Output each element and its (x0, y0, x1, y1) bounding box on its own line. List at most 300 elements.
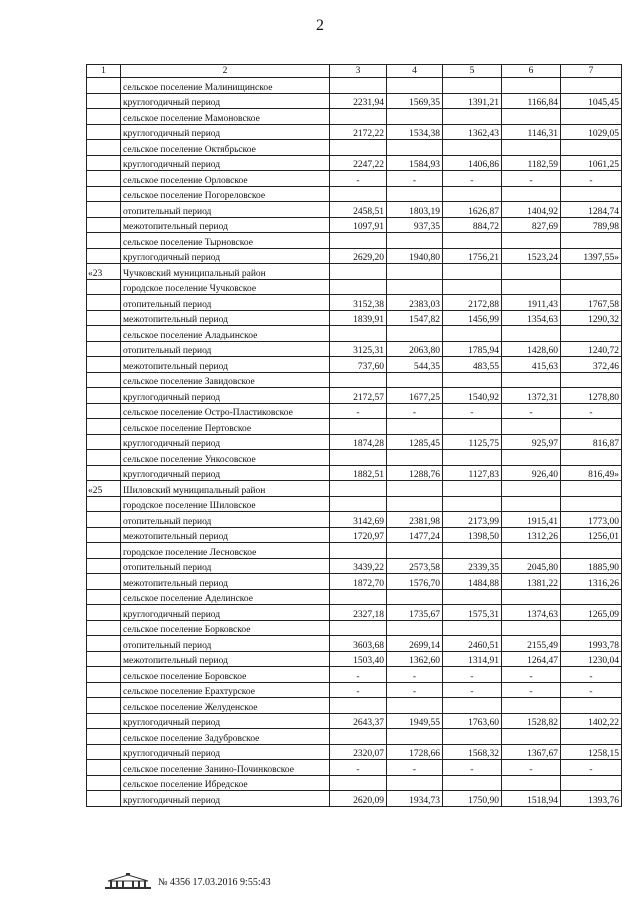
value-cell (330, 419, 387, 435)
value-cell: 1402,22 (561, 713, 622, 729)
table-row (87, 93, 622, 109)
row-number-cell (87, 620, 121, 636)
value-cell (502, 233, 561, 249)
value-cell (561, 543, 622, 559)
row-number-cell (87, 233, 121, 249)
value-cell: 483,55 (443, 357, 502, 373)
value-cell: 2172,88 (443, 295, 502, 311)
value-cell: 1949,55 (387, 713, 443, 729)
table-row (87, 357, 622, 373)
value-cell: 1934,73 (387, 791, 443, 807)
value-cell (387, 620, 443, 636)
value-cell: 3125,31 (330, 341, 387, 357)
row-number-cell: «23 (87, 264, 121, 280)
value-cell: 2231,94 (330, 93, 387, 109)
value-cell: 1540,92 (443, 388, 502, 404)
value-cell (561, 109, 622, 125)
value-cell (502, 279, 561, 295)
value-cell: 1767,58 (561, 295, 622, 311)
row-number-cell (87, 357, 121, 373)
row-number-cell (87, 450, 121, 466)
value-cell: 1773,00 (561, 512, 622, 528)
value-cell: 1547,82 (387, 310, 443, 326)
value-cell (443, 372, 502, 388)
row-number-cell (87, 248, 121, 264)
value-cell: 1278,80 (561, 388, 622, 404)
row-number-cell (87, 791, 121, 807)
row-label-cell: межотопительный период (121, 357, 330, 373)
table-row (87, 713, 622, 729)
value-cell (561, 620, 622, 636)
value-cell: 1284,74 (561, 202, 622, 218)
value-cell: 1406,86 (443, 155, 502, 171)
row-number-cell (87, 372, 121, 388)
value-cell: 1045,45 (561, 93, 622, 109)
value-cell: 1518,94 (502, 791, 561, 807)
row-number-cell (87, 124, 121, 140)
value-cell: - (443, 682, 502, 698)
value-cell: 1391,21 (443, 93, 502, 109)
value-cell (330, 326, 387, 342)
value-cell: 1735,67 (387, 605, 443, 621)
row-number-cell (87, 512, 121, 528)
value-cell (502, 496, 561, 512)
value-cell: 2460,51 (443, 636, 502, 652)
table-row (87, 682, 622, 698)
value-cell: 1397,55» (561, 248, 622, 264)
value-cell: - (387, 171, 443, 187)
row-number-cell (87, 713, 121, 729)
value-cell: 1756,21 (443, 248, 502, 264)
row-label-cell: сельское поселение Желуденское (121, 698, 330, 714)
value-cell: 1568,32 (443, 744, 502, 760)
value-cell: 1146,31 (502, 124, 561, 140)
value-cell (561, 729, 622, 745)
value-cell (330, 372, 387, 388)
value-cell (330, 481, 387, 497)
settlement-row (87, 109, 622, 125)
value-cell (387, 496, 443, 512)
value-cell (330, 543, 387, 559)
settlement-row (87, 620, 622, 636)
row-number-cell (87, 217, 121, 233)
table-row (87, 155, 622, 171)
value-cell (443, 620, 502, 636)
row-number-cell (87, 78, 121, 94)
row-label-cell: сельское поселение Остро-Пластиковское (121, 403, 330, 419)
value-cell: 2045,80 (502, 558, 561, 574)
value-cell (330, 450, 387, 466)
row-number-cell (87, 682, 121, 698)
table-row (87, 605, 622, 621)
value-cell: 2327,18 (330, 605, 387, 621)
row-label-cell: отопительный период (121, 295, 330, 311)
value-cell: 1940,80 (387, 248, 443, 264)
row-number-cell (87, 605, 121, 621)
value-cell: 1240,72 (561, 341, 622, 357)
table-row (87, 388, 622, 404)
value-cell: 2629,20 (330, 248, 387, 264)
row-label-cell: отопительный период (121, 558, 330, 574)
value-cell: 372,46 (561, 357, 622, 373)
value-cell (502, 620, 561, 636)
table-row (87, 791, 622, 807)
value-cell (561, 233, 622, 249)
value-cell (502, 481, 561, 497)
value-cell (443, 481, 502, 497)
value-cell: - (387, 760, 443, 776)
row-label-cell: круглогодичный период (121, 155, 330, 171)
row-label-cell: сельское поселение Борковское (121, 620, 330, 636)
row-number-cell (87, 543, 121, 559)
row-label-cell: сельское поселение Пертовское (121, 419, 330, 435)
value-cell: 2155,49 (502, 636, 561, 652)
value-cell (502, 419, 561, 435)
row-number-cell (87, 388, 121, 404)
header-cell: 1 (87, 65, 121, 78)
settlement-row (87, 543, 622, 559)
row-number-cell: «25 (87, 481, 121, 497)
value-cell: 1484,88 (443, 574, 502, 590)
settlement-row (87, 589, 622, 605)
value-cell: 1097,91 (330, 217, 387, 233)
table-row (87, 171, 622, 187)
value-cell (561, 326, 622, 342)
table-row (87, 744, 622, 760)
table-header-row (87, 65, 622, 78)
value-cell: 2173,99 (443, 512, 502, 528)
value-cell: - (330, 171, 387, 187)
value-cell: 3142,69 (330, 512, 387, 528)
value-cell: 1264,47 (502, 651, 561, 667)
table-row (87, 558, 622, 574)
settlement-row (87, 326, 622, 342)
value-cell (387, 264, 443, 280)
table-row (87, 310, 622, 326)
value-cell: 1503,40 (330, 651, 387, 667)
value-cell: 1125,75 (443, 434, 502, 450)
value-cell: - (330, 760, 387, 776)
settlement-row (87, 372, 622, 388)
table-row (87, 202, 622, 218)
value-cell: 1477,24 (387, 527, 443, 543)
value-cell (330, 620, 387, 636)
header-cell: 3 (330, 65, 387, 78)
value-cell: - (502, 682, 561, 698)
value-cell (387, 186, 443, 202)
value-cell (330, 775, 387, 791)
row-number-cell (87, 574, 121, 590)
value-cell: 1750,90 (443, 791, 502, 807)
row-number-cell (87, 775, 121, 791)
page-number: 2 (316, 17, 324, 34)
value-cell: 415,63 (502, 357, 561, 373)
value-cell: 1575,31 (443, 605, 502, 621)
value-cell (561, 589, 622, 605)
value-cell: 1626,87 (443, 202, 502, 218)
value-cell (387, 140, 443, 156)
row-number-cell (87, 527, 121, 543)
value-cell: 2320,07 (330, 744, 387, 760)
value-cell: 1290,32 (561, 310, 622, 326)
value-cell (330, 78, 387, 94)
value-cell (443, 698, 502, 714)
table-row (87, 434, 622, 450)
value-cell: 1993,78 (561, 636, 622, 652)
value-cell: 1763,60 (443, 713, 502, 729)
value-cell: 1374,63 (502, 605, 561, 621)
value-cell (502, 450, 561, 466)
row-label-cell: межотопительный период (121, 527, 330, 543)
value-cell (387, 481, 443, 497)
value-cell (387, 589, 443, 605)
value-cell (330, 186, 387, 202)
value-cell: 544,35 (387, 357, 443, 373)
value-cell (561, 140, 622, 156)
value-cell (443, 496, 502, 512)
value-cell: 827,69 (502, 217, 561, 233)
table-row (87, 760, 622, 776)
value-cell: 1127,83 (443, 465, 502, 481)
row-number-cell (87, 465, 121, 481)
row-number-cell (87, 403, 121, 419)
row-number-cell (87, 496, 121, 512)
row-label-cell: круглогодичный период (121, 465, 330, 481)
value-cell (330, 264, 387, 280)
value-cell: 1534,38 (387, 124, 443, 140)
value-cell (443, 140, 502, 156)
value-cell: 1166,84 (502, 93, 561, 109)
row-label-cell: сельское поселение Ибредское (121, 775, 330, 791)
value-cell: - (443, 760, 502, 776)
value-cell (502, 775, 561, 791)
value-cell: 1874,28 (330, 434, 387, 450)
row-label-cell: круглогодичный период (121, 744, 330, 760)
value-cell: 3439,22 (330, 558, 387, 574)
row-number-cell (87, 171, 121, 187)
value-cell (561, 279, 622, 295)
value-cell (330, 233, 387, 249)
value-cell: 1915,41 (502, 512, 561, 528)
value-cell: 1728,66 (387, 744, 443, 760)
table-row (87, 295, 622, 311)
value-cell (502, 543, 561, 559)
row-label-cell: Шиловский муниципальный район (121, 481, 330, 497)
row-label-cell: сельское поселение Орловское (121, 171, 330, 187)
value-cell (561, 775, 622, 791)
value-cell: 1230,04 (561, 651, 622, 667)
value-cell (443, 186, 502, 202)
header-cell: 7 (561, 65, 622, 78)
value-cell (502, 729, 561, 745)
value-cell: 3603,68 (330, 636, 387, 652)
row-label-cell: сельское поселение Занино-Починковское (121, 760, 330, 776)
value-cell: 1258,15 (561, 744, 622, 760)
value-cell: 789,98 (561, 217, 622, 233)
value-cell: 1428,60 (502, 341, 561, 357)
value-cell: 884,72 (443, 217, 502, 233)
row-label-cell: межотопительный период (121, 651, 330, 667)
table-row (87, 403, 622, 419)
row-label-cell: сельское поселение Боровское (121, 667, 330, 683)
row-label-cell: сельское поселение Аделинское (121, 589, 330, 605)
row-label-cell: круглогодичный период (121, 791, 330, 807)
value-cell: 1256,01 (561, 527, 622, 543)
value-cell: 1265,09 (561, 605, 622, 621)
value-cell (561, 698, 622, 714)
value-cell (387, 233, 443, 249)
settlement-row (87, 279, 622, 295)
table-row (87, 341, 622, 357)
row-label-cell: городское поселение Лесновское (121, 543, 330, 559)
value-cell: 1911,43 (502, 295, 561, 311)
value-cell: 1285,45 (387, 434, 443, 450)
value-cell (561, 264, 622, 280)
value-cell: - (502, 667, 561, 683)
value-cell: 1456,99 (443, 310, 502, 326)
table-row (87, 465, 622, 481)
value-cell: 737,60 (330, 357, 387, 373)
value-cell: 1367,67 (502, 744, 561, 760)
table-row (87, 217, 622, 233)
value-cell (330, 698, 387, 714)
row-number-cell (87, 729, 121, 745)
value-cell (387, 372, 443, 388)
value-cell: 1785,94 (443, 341, 502, 357)
value-cell: 2643,37 (330, 713, 387, 729)
value-cell: 1404,92 (502, 202, 561, 218)
value-cell: 1398,50 (443, 527, 502, 543)
value-cell (330, 140, 387, 156)
value-cell (502, 109, 561, 125)
value-cell (330, 729, 387, 745)
row-number-cell (87, 744, 121, 760)
value-cell (443, 233, 502, 249)
value-cell (502, 372, 561, 388)
value-cell (387, 326, 443, 342)
row-label-cell: отопительный период (121, 512, 330, 528)
value-cell: 2383,03 (387, 295, 443, 311)
row-number-cell (87, 636, 121, 652)
value-cell: 1677,25 (387, 388, 443, 404)
value-cell (443, 729, 502, 745)
value-cell: 2172,57 (330, 388, 387, 404)
value-cell: 1314,91 (443, 651, 502, 667)
value-cell: 2699,14 (387, 636, 443, 652)
settlement-row (87, 233, 622, 249)
value-cell: - (561, 171, 622, 187)
value-cell (502, 186, 561, 202)
value-cell: 2620,09 (330, 791, 387, 807)
value-cell (561, 78, 622, 94)
value-cell (502, 140, 561, 156)
value-cell: 1362,43 (443, 124, 502, 140)
row-number-cell (87, 698, 121, 714)
value-cell (443, 450, 502, 466)
value-cell: 2172,22 (330, 124, 387, 140)
row-label-cell: круглогодичный период (121, 124, 330, 140)
value-cell: 1523,24 (502, 248, 561, 264)
government-building-icon (104, 873, 152, 891)
table-body (87, 65, 622, 807)
value-cell: - (387, 403, 443, 419)
value-cell: 1029,05 (561, 124, 622, 140)
value-cell (443, 78, 502, 94)
value-cell: - (561, 682, 622, 698)
value-cell: 1316,26 (561, 574, 622, 590)
value-cell (443, 264, 502, 280)
settlement-row (87, 419, 622, 435)
value-cell (502, 326, 561, 342)
value-cell: 1372,31 (502, 388, 561, 404)
value-cell: - (502, 171, 561, 187)
row-label-cell: сельское поселение Мамоновское (121, 109, 330, 125)
value-cell: 2339,35 (443, 558, 502, 574)
row-label-cell: отопительный период (121, 636, 330, 652)
value-cell: - (561, 403, 622, 419)
row-number-cell (87, 558, 121, 574)
value-cell: 1569,35 (387, 93, 443, 109)
value-cell: 2247,22 (330, 155, 387, 171)
row-label-cell: круглогодичный период (121, 713, 330, 729)
value-cell: 1839,91 (330, 310, 387, 326)
value-cell: 1354,63 (502, 310, 561, 326)
value-cell: 1393,76 (561, 791, 622, 807)
row-label-cell: сельское поселение Ункосовское (121, 450, 330, 466)
row-label-cell: круглогодичный период (121, 434, 330, 450)
table-row (87, 527, 622, 543)
district-row (87, 481, 622, 497)
header-cell: 5 (443, 65, 502, 78)
table-row (87, 651, 622, 667)
settlement-row (87, 698, 622, 714)
value-cell: - (387, 682, 443, 698)
value-cell: 1882,51 (330, 465, 387, 481)
value-cell (387, 698, 443, 714)
value-cell: - (561, 760, 622, 776)
value-cell: 1362,60 (387, 651, 443, 667)
table-row (87, 248, 622, 264)
value-cell (330, 109, 387, 125)
value-cell (387, 279, 443, 295)
header-cell: 6 (502, 65, 561, 78)
document-stamp: № 4356 17.03.2016 9:55:43 (158, 876, 271, 888)
value-cell: 1381,22 (502, 574, 561, 590)
settlement-row (87, 78, 622, 94)
table-row (87, 636, 622, 652)
row-number-cell (87, 140, 121, 156)
row-label-cell: отопительный период (121, 202, 330, 218)
row-label-cell: Чучковский муниципальный район (121, 264, 330, 280)
value-cell: 1872,70 (330, 574, 387, 590)
row-label-cell: круглогодичный период (121, 93, 330, 109)
value-cell: 2381,98 (387, 512, 443, 528)
row-label-cell: круглогодичный период (121, 248, 330, 264)
value-cell (443, 543, 502, 559)
value-cell: 1528,82 (502, 713, 561, 729)
value-cell (502, 589, 561, 605)
row-number-cell (87, 279, 121, 295)
value-cell (387, 109, 443, 125)
row-number-cell (87, 341, 121, 357)
value-cell (387, 775, 443, 791)
table-row (87, 667, 622, 683)
table-row (87, 124, 622, 140)
value-cell: 816,87 (561, 434, 622, 450)
settlement-row (87, 775, 622, 791)
row-label-cell: круглогодичный период (121, 388, 330, 404)
row-number-cell (87, 326, 121, 342)
